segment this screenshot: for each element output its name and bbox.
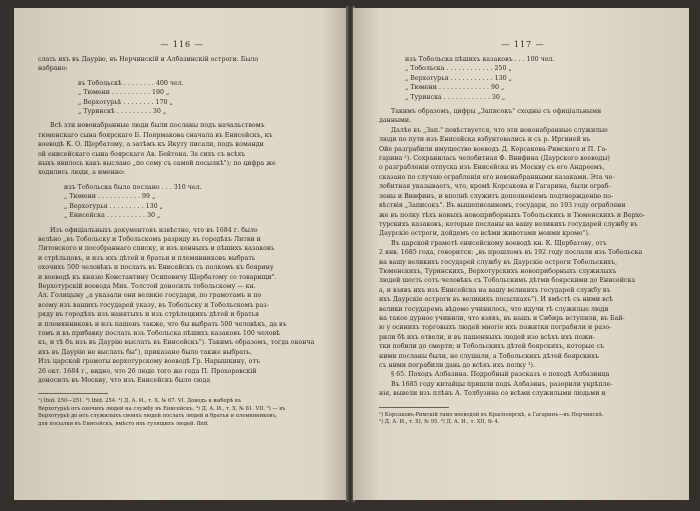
text-line: набрано: — [38, 65, 68, 73]
text-line: люди по пути изъ Енисейска взбунтовались и съ р. Иргиней въ — [379, 136, 591, 144]
text-line: воеводѣ К. О. Щербатому, а затѣмъ къ Якуту писали, подъ команди — [38, 141, 264, 149]
text-line: доносилъ въ Москву, что изъ Енисейскъ было сюда — [38, 377, 211, 384]
list-row: „ Туринскѣ . . . . . . . . . 30 „ — [78, 108, 167, 116]
text-line: гарина ²). Сохранилась челобитная Ф. Внифина (Даурского воеводы) — [379, 155, 610, 163]
text-line: ними посланы были, не слушали, а Тобольскихъ дѣтей боярскихъ — [379, 352, 599, 360]
text-line: 26 окт. 1684 г., видно, что 26 люде того же года П. Прохоровскій — [38, 367, 257, 375]
footnote-line: Верхотурьѣ до исъ служилыхъ своихъ людей послать людей и братьи и племянниковъ, — [38, 413, 278, 420]
text-line: и стрѣльцовъ, и изъ ихъ дѣтей и братьи и племянниковъ выбрать — [38, 254, 256, 262]
text-line: слать ихъ въ Даурію, въ Нерчинскій и Албазинскій остроги. Было — [38, 56, 259, 63]
list-row: „ Тюмени . . . . . . . . . . . 99 „ — [64, 193, 156, 201]
section-heading-line: § 65. Походъ Албазина. Подробный разсказъ о походѣ Албазинца — [391, 371, 610, 379]
list-row: „ Тюмени . . . . . . . . . . . . . 90 „ — [405, 84, 505, 92]
list-row: изъ Тобольска было послано . . . 310 чел. — [64, 183, 202, 191]
left-paragraph-2 — [38, 226, 326, 386]
text-line: ихъ въ Даурію не выслать бы"), приказано было также выбрать. — [38, 348, 252, 356]
text-line: Литовского и пособраннаго списку, и изъ конныхъ и пѣшихъ казаковъ — [38, 245, 275, 253]
right-list-1 — [379, 55, 667, 102]
text-line: и воеводѣ къ князю Константину Осиповичу Щербатому со товарищи". — [38, 273, 277, 281]
text-line: Всѣ эти новонабранные люди были посланы подъ начальствомъ — [50, 122, 265, 130]
footnote-line: ²) Д. А. И., т. XI, № 95. ³) Д. А. И., т. XII, № 4. — [379, 419, 500, 426]
text-line: на такое дурное учинили, что взявъ, въ нашъ и Сибирь вступили, въ Бай- — [379, 314, 625, 322]
text-line: ихъ Даурскіе остроги въ великихъ посылкахъ"). И вмѣстѣ съ ними всѣ — [379, 296, 613, 304]
right-footnotes — [379, 412, 667, 427]
left-page-number: — 116 — — [160, 40, 204, 49]
text-line: велики государемъ вѣдомо учинилось, что идучи тѣ служилые люди — [379, 305, 609, 313]
text-line: же въ полку тѣхъ новыхъ новоприборныхъ Тобольскихъ и Тюменскихъ и Верхо- — [379, 211, 645, 219]
left-page — [14, 8, 348, 500]
text-line: ходились люди, а именно: — [38, 169, 126, 177]
text-line: людей шесть сотъ человѣкъ съ Тобольскимъ дѣтми боярскими до Енисейска — [379, 277, 636, 285]
text-line: Тюменскихъ, Туринскихъ, Верхотурскихъ новоприборныхъ служилыхъ — [379, 267, 617, 275]
list-row: въ Тобольскѣ . . . . . . . . 400 чел. — [78, 79, 184, 87]
right-paragraph-1 — [379, 107, 667, 126]
text-line: ю у осинихъ торговыхъ людей многіе ихъ пожитки пограбили и разо- — [379, 324, 612, 332]
text-line: Въ царской грамотѣ енисейскому воеводѣ кн. К. Щербатову, отъ — [391, 239, 607, 247]
text-line: лены и Внифинъ, и вполнѣ служитъ дополненіемъ подтвержденію по- — [379, 192, 614, 200]
right-page-number: — 117 — — [501, 40, 545, 49]
text-line: Ал. Голицыну „а указали они великіе государи, по грамотамъ и по — [38, 292, 262, 300]
text-line: сказано по случаю ограбленія его новонабранными казаками. Эта че- — [379, 173, 615, 181]
list-row: „ Тобольска . . . . . . . . . . . . 250 „ — [405, 65, 512, 73]
list-row: „ Верхотурья . . . . . . . . . . . 130 „ — [405, 74, 512, 82]
text-line: Въ 1685 году китайцы пришли подъ Албазинъ, разорили укрѣпле- — [391, 380, 613, 388]
left-footnotes — [38, 398, 326, 428]
text-line: Даурскіе остроги, дойдемъ со всѣми животами моими кроме"). — [379, 230, 590, 238]
text-line: Изъ царской грамоты верхотурскому воеводѣ Гр. Нарышкину, отъ — [38, 358, 260, 366]
footnote-divider — [379, 407, 449, 408]
text-line: турскихъ казаковъ, которые посланы на вашу великихъ государей службу въ — [379, 220, 638, 228]
left-list-2 — [38, 183, 326, 221]
text-line: 2 янв. 1685 года, говорится: „въ прошломъ въ 192 году послали изъ Тобольска — [379, 249, 643, 257]
right-page — [353, 8, 689, 500]
text-line: томъ и въ прибавку послать изъ Тобольска пѣшихъ казаковъ 100 человѣ — [38, 329, 280, 337]
list-row: изъ Тобольска пѣшихъ казаковъ . . . 100 чел. — [405, 56, 555, 63]
left-list-1 — [38, 79, 326, 117]
text-line: Такимъ образомъ, цифры „Записокъ" сходны съ офиціальными — [391, 108, 602, 116]
footnote-line: для посылки въ Енисейскъ, вмѣсто ихъ гулящихъ людей. Ibid. — [38, 420, 209, 427]
text-line: данными. — [379, 117, 412, 125]
text-line: и племянниковъ и изъ пашенъ также, что бы выбрать 500 человѣкъ, да въ — [38, 320, 287, 328]
text-line: ныхъ явилось какъ выслано „по сему съ самой посылкѣ"); по цифра же — [38, 160, 276, 168]
text-line: всему изъ вашихъ государей указу, въ Тобольску и Тобольскомъ раз- — [38, 301, 269, 309]
text-line: тюменскаго сына боярскаго Б. Поярмакова сначала въ Енисейскъ, къ — [38, 131, 273, 139]
right-paragraph-2 — [379, 126, 667, 399]
text-line: ой енисейскаго сына боярскаго Ав. Бейтона. За сихъ съ всѣхъ — [38, 150, 246, 158]
text-line: Ойе разграбили имущество воеводъ Д. Корсакова-Римского и П. Га- — [379, 145, 608, 153]
text-line: рили бѣ ихъ отвели, и въ пашенныхъ людей изо всѣхъ ихъ пожи- — [379, 333, 595, 341]
footnote-line: ¹) Корсаковъ-Римскій тамо воеводой въ Красноярскѣ, а Гагаринъ—въ Нерчинскѣ. — [379, 411, 604, 418]
list-row: „ Верхотурьѣ . . . . . . . . 170 „ — [78, 98, 173, 106]
footnote-divider — [38, 393, 108, 394]
text-line: Верхотурскій воевода Мих. Толстой доносилъ тобольскому — кн. — [38, 282, 256, 290]
list-row: „ Верхотурья . . . . . . . . . 130 „ — [64, 202, 163, 210]
text-line: тки побили до смерти; и Тобольскихъ дѣтей боярскихъ, которые съ — [379, 343, 605, 351]
footnote-line: Верхотурьѣ отъ охочихъ людей на службу въ Енисейскъ. ⁴) Д. А. И., т. X, № 81. VII. ⁵) — въ — [38, 405, 286, 412]
text-line: съ ними пограбили дань до всѣхъ ихъ полку ³). — [379, 362, 536, 369]
text-line: охочихъ 500 человѣкъ и послать въ Енисейскъ съ полкомъ къ боярину — [38, 264, 274, 272]
left-intro — [38, 55, 326, 74]
text-line: нія, вывели изъ плѣнъ А. Толбузина со всѣми служилыми людьми и — [379, 390, 606, 398]
text-line: на вашу великихъ государей службу въ Даурскіе остроги Тобольскихъ, — [379, 258, 618, 266]
text-line: а, и взявъ ихъ изъ Енисейска на вашу великихъ государей службу въ — [379, 286, 611, 294]
text-line: о разграбленіи отпуска изъ Енисейска въ Москву съ его Андреемъ, — [379, 164, 605, 172]
list-row: „ Тюмени . . . . . . . . . . 190 „ — [78, 89, 170, 97]
list-row: „ Туринска . . . . . . . . . . . . 30 „ — [405, 93, 506, 101]
text-line: Изъ офиціальныхъ документовъ извѣстно, что въ 1684 г. было — [50, 226, 258, 234]
text-line: ряду въ городѣхъ изъ нанятыхъ и изъ стрѣлецкихъ дѣтей и братья — [38, 311, 259, 319]
text-line: Далѣе въ „Зап." повѣствуется, что эти новонабранные служилые — [391, 126, 608, 134]
text-line: вѣствія „Записокъ". Въ вышеписанномъ, государи, по 193 году ограблени — [379, 202, 626, 210]
text-line: велѣно „въ Тобольску и Тобольскомъ разряду въ городѣхъ Литви и — [38, 235, 261, 243]
text-line: лобитная указываетъ, что, кромѣ Корсакова и Гагарина, были ограб- — [379, 183, 611, 191]
footnote-line: ¹) Ibid. 250—251. ²) Ibid. 254. ³) Д. А. И., т. X, № 67. VI. Доводъ к выборѣ въ — [38, 398, 241, 405]
text-line: къ, и тѣ бъ изъ въ Даурію выслать въ Енисейскъ"). Такимъ образомъ, тогда оконча — [38, 339, 315, 347]
list-row: „ Енисейска . . . . . . . . . . 30 „ — [64, 212, 161, 220]
left-paragraph-1 — [38, 121, 326, 177]
